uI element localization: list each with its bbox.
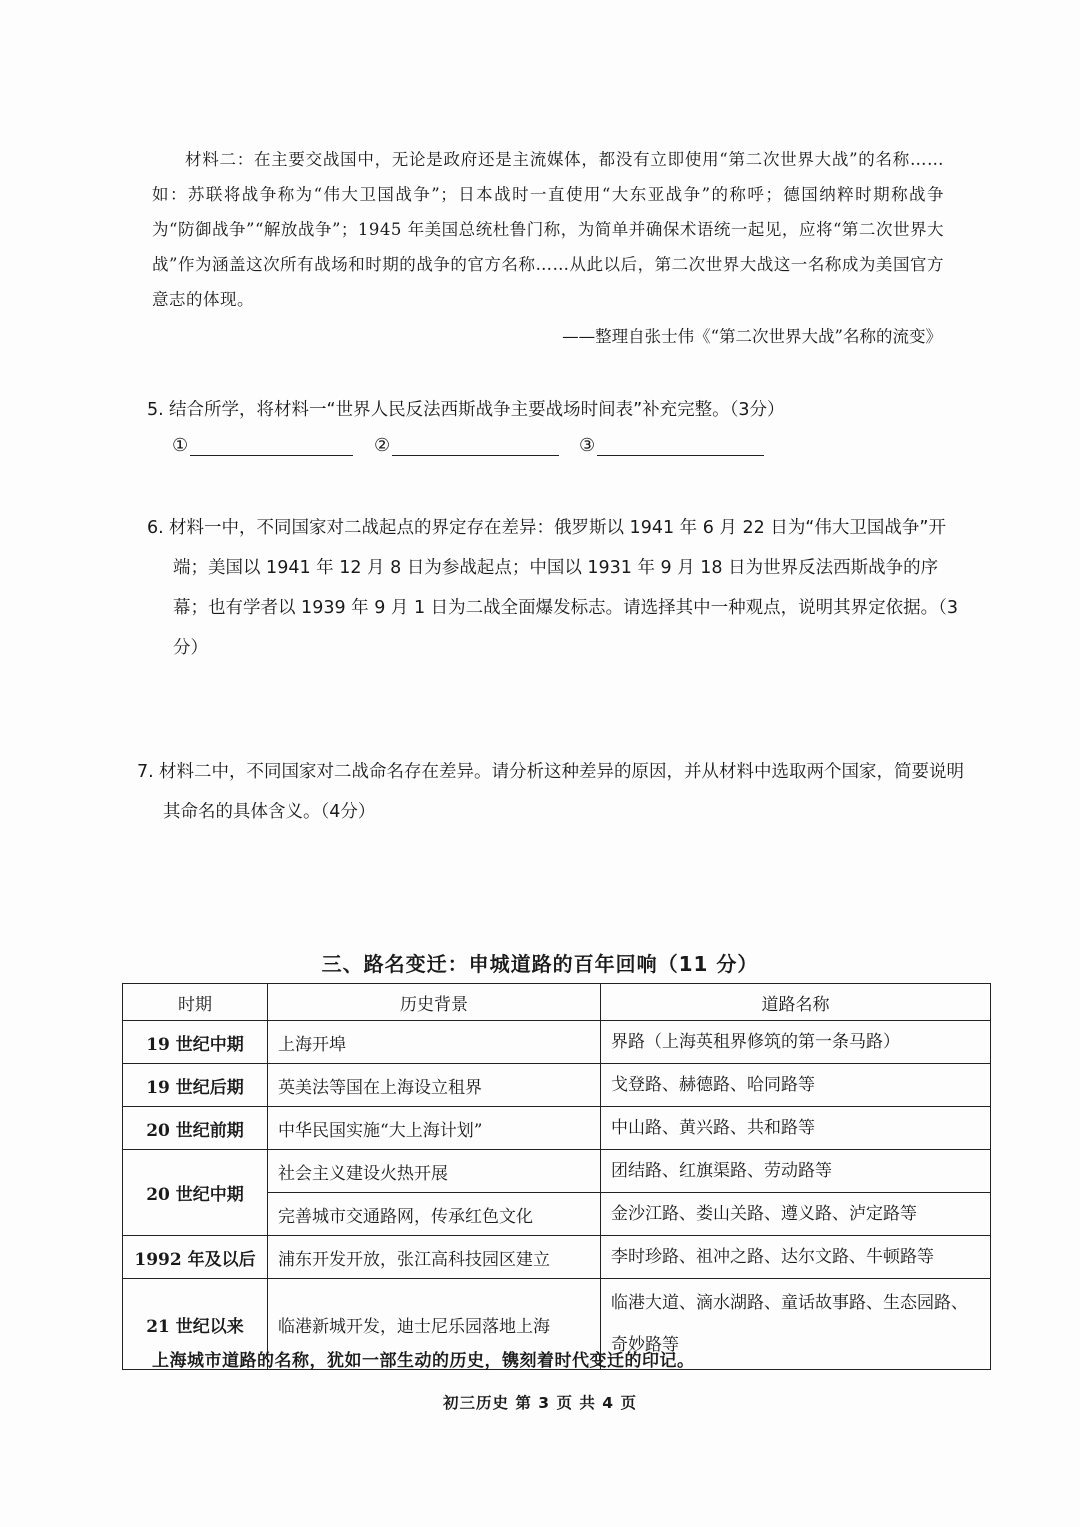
blank-2-label: ② bbox=[374, 435, 391, 456]
header-background: 历史背景 bbox=[268, 984, 601, 1021]
material-two-source: ——整理自张士伟《“第二次世界大战”名称的流变》 bbox=[562, 327, 942, 346]
answer-blank-1[interactable] bbox=[172, 435, 353, 456]
background-cell: 社会主义建设火热开展 bbox=[268, 1150, 601, 1193]
period-cell: 21 世纪以来 bbox=[123, 1279, 268, 1370]
background-cell: 完善城市交通路网，传承红色文化 bbox=[268, 1193, 601, 1236]
table-row bbox=[123, 1064, 991, 1107]
road-names-cell: 中山路、黄兴路、共和路等 bbox=[601, 1107, 991, 1150]
blank-1-label: ① bbox=[172, 435, 189, 456]
background-cell: 临港新城开发，迪士尼乐园落地上海 bbox=[268, 1279, 601, 1370]
background-cell: 中华民国实施“大上海计划” bbox=[268, 1107, 601, 1150]
question-6 bbox=[147, 508, 967, 668]
question-6-text: 材料一中，不同国家对二战起点的界定存在差异：俄罗斯以 1941 年 6 月 22 日为“伟大卫国战争”开端；美国以 1941 年 12 月 8 日为参战起点；中国以 1931 年 9 月 18 日为世界反法西斯战争的序幕；也有学者以 1939 年 9 月 1 日为二战全面爆发标志。请选择其中一种观点，说明其界定依据。（3分） bbox=[169, 518, 959, 658]
road-names-cell: 团结路、红旗渠路、劳动路等 bbox=[601, 1150, 991, 1193]
background-cell: 英美法等国在上海设立租界 bbox=[268, 1064, 601, 1107]
section-three-closing-text: 上海城市道路的名称，犹如一部生动的历史，镌刻着时代变迁的印记。 bbox=[152, 1351, 695, 1371]
table-row bbox=[123, 1150, 991, 1193]
period-cell: 1992 年及以后 bbox=[123, 1236, 268, 1279]
question-5-text: 结合所学，将材料一“世界人民反法西斯战争主要战场时间表”补充完整。（3分） bbox=[169, 400, 785, 420]
material-two-paragraph: 材料二：在主要交战国中，无论是政府还是主流媒体，都没有立即使用“第二次世界大战”的名称……如：苏联将战争称为“伟大卫国战争”；日本战时一直使用“大东亚战争”的称呼；德国纳粹时期称战争为“防御战争”“解放战争”；1945 年美国总统杜鲁门称，为简单并确保术语统一起见，应将“第二次世界大战”作为涵盖这次所有战场和时期的战争的官方名称……从此以后，第二次世界大战这一名称成为美国官方意志的体现。 bbox=[152, 150, 944, 309]
question-5-number: 5. bbox=[147, 400, 164, 420]
background-cell: 浦东开发开放，张江高科技园区建立 bbox=[268, 1236, 601, 1279]
answer-blank-2[interactable] bbox=[374, 435, 559, 456]
section-three-title: 三、路名变迁：申城道路的百年回响（11 分） bbox=[321, 952, 759, 976]
table-row bbox=[123, 1236, 991, 1279]
period-cell: 19 世纪后期 bbox=[123, 1064, 268, 1107]
period-cell: 20 世纪中期 bbox=[123, 1150, 268, 1236]
question-5 bbox=[147, 390, 947, 430]
road-names-cell: 金沙江路、娄山关路、遵义路、泸定路等 bbox=[601, 1193, 991, 1236]
question-7 bbox=[137, 752, 967, 832]
road-names-cell: 戈登路、赫德路、哈同路等 bbox=[601, 1064, 991, 1107]
period-cell: 20 世纪前期 bbox=[123, 1107, 268, 1150]
answer-blank-3[interactable] bbox=[579, 435, 764, 456]
question-5-answer-blanks bbox=[172, 435, 792, 467]
question-7-text: 材料二中，不同国家对二战命名存在差异。请分析这种差异的原因，并从材料中选取两个国家，简要说明其命名的具体含义。（4分） bbox=[159, 762, 964, 822]
background-cell: 上海开埠 bbox=[268, 1021, 601, 1064]
question-6-number: 6. bbox=[147, 518, 164, 538]
road-names-cell: 界路（上海英租界修筑的第一条马路） bbox=[601, 1021, 991, 1064]
table-row bbox=[123, 1107, 991, 1150]
header-road-names: 道路名称 bbox=[601, 984, 991, 1021]
road-names-table bbox=[122, 983, 991, 1370]
header-period: 时期 bbox=[123, 984, 268, 1021]
period-cell: 19 世纪中期 bbox=[123, 1021, 268, 1064]
page-footer: 初三历史 第 3 页 共 4 页 bbox=[443, 1394, 637, 1412]
road-names-cell: 临港大道、滴水湖路、童话故事路、生态园路、奇妙路等 bbox=[601, 1279, 991, 1370]
blank-3-label: ③ bbox=[579, 435, 596, 456]
road-names-cell: 李时珍路、祖冲之路、达尔文路、牛顿路等 bbox=[601, 1236, 991, 1279]
table-header-row bbox=[123, 984, 991, 1021]
table-row bbox=[123, 1021, 991, 1064]
question-7-number: 7. bbox=[137, 762, 154, 782]
